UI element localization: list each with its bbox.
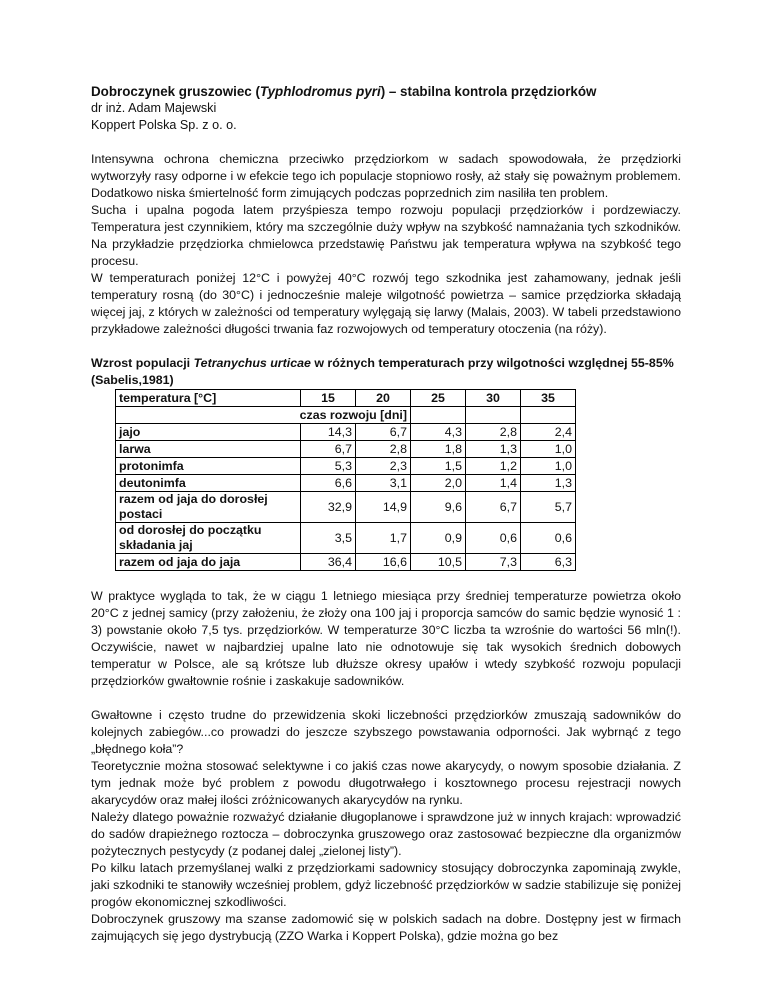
caption-blank-cell bbox=[466, 407, 521, 424]
caption-blank-cell bbox=[521, 407, 576, 424]
temp-col-30: 30 bbox=[466, 390, 521, 407]
table-cell: 10,5 bbox=[411, 554, 466, 571]
temp-col-20: 20 bbox=[356, 390, 411, 407]
table-cell: 6,3 bbox=[521, 554, 576, 571]
table-cell: 7,3 bbox=[466, 554, 521, 571]
row-label: razem od jaja do dorosłej postaci bbox=[116, 492, 301, 523]
document-title bbox=[91, 83, 681, 100]
table-title-species: Tetranychus urticae bbox=[193, 356, 311, 370]
table-cell: 1,4 bbox=[466, 475, 521, 492]
intro-paragraph-1: Intensywna ochrona chemiczna przeciwko przędziorkom w sadach spowodowała, że przędziorki wytworzyły rasy odporne i w efekcie tego ich populacje stopniowo rosły, aż stały się poważnym problemem. Dodatkowo niska śmiertelność form zimujących podczas poprzednich zim nasiliła ten problem. bbox=[91, 152, 681, 200]
table-cell: 1,5 bbox=[411, 458, 466, 475]
table-title bbox=[91, 355, 681, 389]
temperature-label: temperatura [°C] bbox=[116, 390, 301, 407]
row-label: deutonimfa bbox=[116, 475, 301, 492]
intro-paragraph-3: W temperaturach poniżej 12°C i powyżej 40°C rozwój tego szkodnika jest zahamowany, jednak jeśli temperatury rosną (do 30°C) i jednocześnie maleje wilgotność powietrza – samice przędziorka składają więcej jaj, z których w zależności od temperatury wylęgają się larwy (Malais, 2003). W tabeli przedstawiono przykładowe zależności długości trwania faz rozwojowych od temperatury otoczenia (na róży). bbox=[91, 271, 681, 336]
table-cell: 9,6 bbox=[411, 492, 466, 523]
table-cell: 0,9 bbox=[411, 523, 466, 554]
table-cell: 3,5 bbox=[301, 523, 356, 554]
table-cell: 36,4 bbox=[301, 554, 356, 571]
final-paragraph-2: Teoretycznie można stosować selektywne i co jakiś czas nowe akarycydy, o nowym sposobie działania. Z tym jednak może być problem z powodu długotrwałego i kosztownego procesu rejestracji nowych akarycydów oraz małej ilości zróżnicowanych akarycydów na rynku. bbox=[91, 759, 681, 807]
table-row bbox=[116, 458, 576, 475]
table-cell: 2,0 bbox=[411, 475, 466, 492]
row-label: razem od jaja do jaja bbox=[116, 554, 301, 571]
table-cell: 5,7 bbox=[521, 492, 576, 523]
final-paragraph-3: Należy dlatego poważnie rozważyć działanie długoplanowe i sprawdzone już w innych krajach: wprowadzić do sadów drapieżnego roztocza – dobroczynka gruszowego oraz zastosować bezpieczne dla organizmów pożytecznych pestycydy (z podanej dalej „zielonej listy”). bbox=[91, 810, 681, 858]
table-cell: 1,2 bbox=[466, 458, 521, 475]
author-line: dr inż. Adam Majewski bbox=[91, 101, 217, 115]
table-row bbox=[116, 424, 576, 441]
development-table bbox=[115, 389, 576, 571]
temperature-header-row bbox=[116, 390, 576, 407]
table-cell: 4,3 bbox=[411, 424, 466, 441]
table-row bbox=[116, 492, 576, 523]
table-cell: 6,6 bbox=[301, 475, 356, 492]
table-cell: 3,1 bbox=[356, 475, 411, 492]
table-cell: 1,7 bbox=[356, 523, 411, 554]
final-paragraph-4: Po kilku latach przemyślanej walki z przędziorkami sadownicy stosujący dobroczynka zapominają zwykle, jaki szkodniki te stanowiły wcześniej problem, gdyż liczebność przędziorków w sadzie stabilizuje się poniżej progów ekonomicznej szkodliwości. bbox=[91, 861, 681, 909]
company-line: Koppert Polska Sp. z o. o. bbox=[91, 118, 237, 132]
table-cell: 14,9 bbox=[356, 492, 411, 523]
caption-blank-cell bbox=[411, 407, 466, 424]
table-cell: 14,3 bbox=[301, 424, 356, 441]
development-time-caption: czas rozwoju [dni] bbox=[116, 407, 411, 424]
table-cell: 1,3 bbox=[521, 475, 576, 492]
table-row bbox=[116, 475, 576, 492]
table-cell: 5,3 bbox=[301, 458, 356, 475]
title-species-name: Typhlodromus pyri bbox=[259, 84, 381, 99]
table-cell: 1,8 bbox=[411, 441, 466, 458]
table-cell: 1,0 bbox=[521, 441, 576, 458]
table-cell: 32,9 bbox=[301, 492, 356, 523]
table-row bbox=[116, 523, 576, 554]
document-page bbox=[91, 83, 681, 945]
row-label: jajo bbox=[116, 424, 301, 441]
intro-paragraph-2: Sucha i upalna pogoda latem przyśpiesza tempo rozwoju populacji przędziorków i pordzewiaczy. Temperatura jest czynnikiem, który ma szczególnie duży wpływ na szybkość namnażania tych szkodników. Na przykładzie przędziorka chmielowca przedstawię Państwu jak temperatura wpływa na szybkość tego procesu. bbox=[91, 203, 681, 268]
table-cell: 2,4 bbox=[521, 424, 576, 441]
title-text-end: ) – stabilna kontrola przędziorków bbox=[380, 84, 597, 99]
table-cell: 2,3 bbox=[356, 458, 411, 475]
table-cell: 0,6 bbox=[466, 523, 521, 554]
table-cell: 1,3 bbox=[466, 441, 521, 458]
table-cell: 2,8 bbox=[356, 441, 411, 458]
title-text-start: Dobroczynek gruszowiec ( bbox=[91, 84, 260, 99]
after-table-paragraph: W praktyce wygląda to tak, że w ciągu 1 letniego miesiąca przy średniej temperaturze powietrza około 20°C z jednej samicy (przy założeniu, że złoży ona 100 jaj i proporcja samców do samic będzie wynosić 1 : 3) powstanie około 7,5 tys. przędziorków. W temperaturze 30°C liczba ta wzrośnie do wartości 56 mln(!). Oczywiście, nawet w najbardziej upalne lato nie odnotowuje się tak wysokich średnich dobowych temperatur w Polsce, ale są krótsze lub dłuższe okresy upałów i wtedy szybkość rozwoju populacji przędziorków gwałtownie rośnie i zaskakuje sadowników. bbox=[91, 589, 681, 688]
final-paragraph-5: Dobroczynek gruszowy ma szanse zadomowić się w polskich sadach na dobre. Dostępny jest w firmach zajmujących się jego dystrybucją (ZZO Warka i Koppert Polska), gdzie można go bez bbox=[91, 912, 681, 943]
table-cell: 1,0 bbox=[521, 458, 576, 475]
table-title-end: w różnych temperaturach przy wilgotności względnej 55-85% (Sabelis,1981) bbox=[91, 356, 674, 387]
table-cell: 6,7 bbox=[466, 492, 521, 523]
table-cell: 16,6 bbox=[356, 554, 411, 571]
table-cell: 6,7 bbox=[301, 441, 356, 458]
temp-col-25: 25 bbox=[411, 390, 466, 407]
row-label: protonimfa bbox=[116, 458, 301, 475]
table-row bbox=[116, 554, 576, 571]
table-cell: 2,8 bbox=[466, 424, 521, 441]
table-cell: 6,7 bbox=[356, 424, 411, 441]
temp-col-15: 15 bbox=[301, 390, 356, 407]
table-row bbox=[116, 441, 576, 458]
row-label: larwa bbox=[116, 441, 301, 458]
temp-col-35: 35 bbox=[521, 390, 576, 407]
final-paragraph-1: Gwałtowne i często trudne do przewidzenia skoki liczebności przędziorków zmuszają sadowników do kolejnych zabiegów...co prowadzi do jeszcze szybszego powstawania odporności. Jak wybrnąć z tego „błędnego koła”? bbox=[91, 708, 681, 756]
table-cell: 0,6 bbox=[521, 523, 576, 554]
row-label: od dorosłej do początku składania jaj bbox=[116, 523, 301, 554]
caption-row bbox=[116, 407, 576, 424]
table-title-start: Wzrost populacji bbox=[91, 356, 194, 370]
